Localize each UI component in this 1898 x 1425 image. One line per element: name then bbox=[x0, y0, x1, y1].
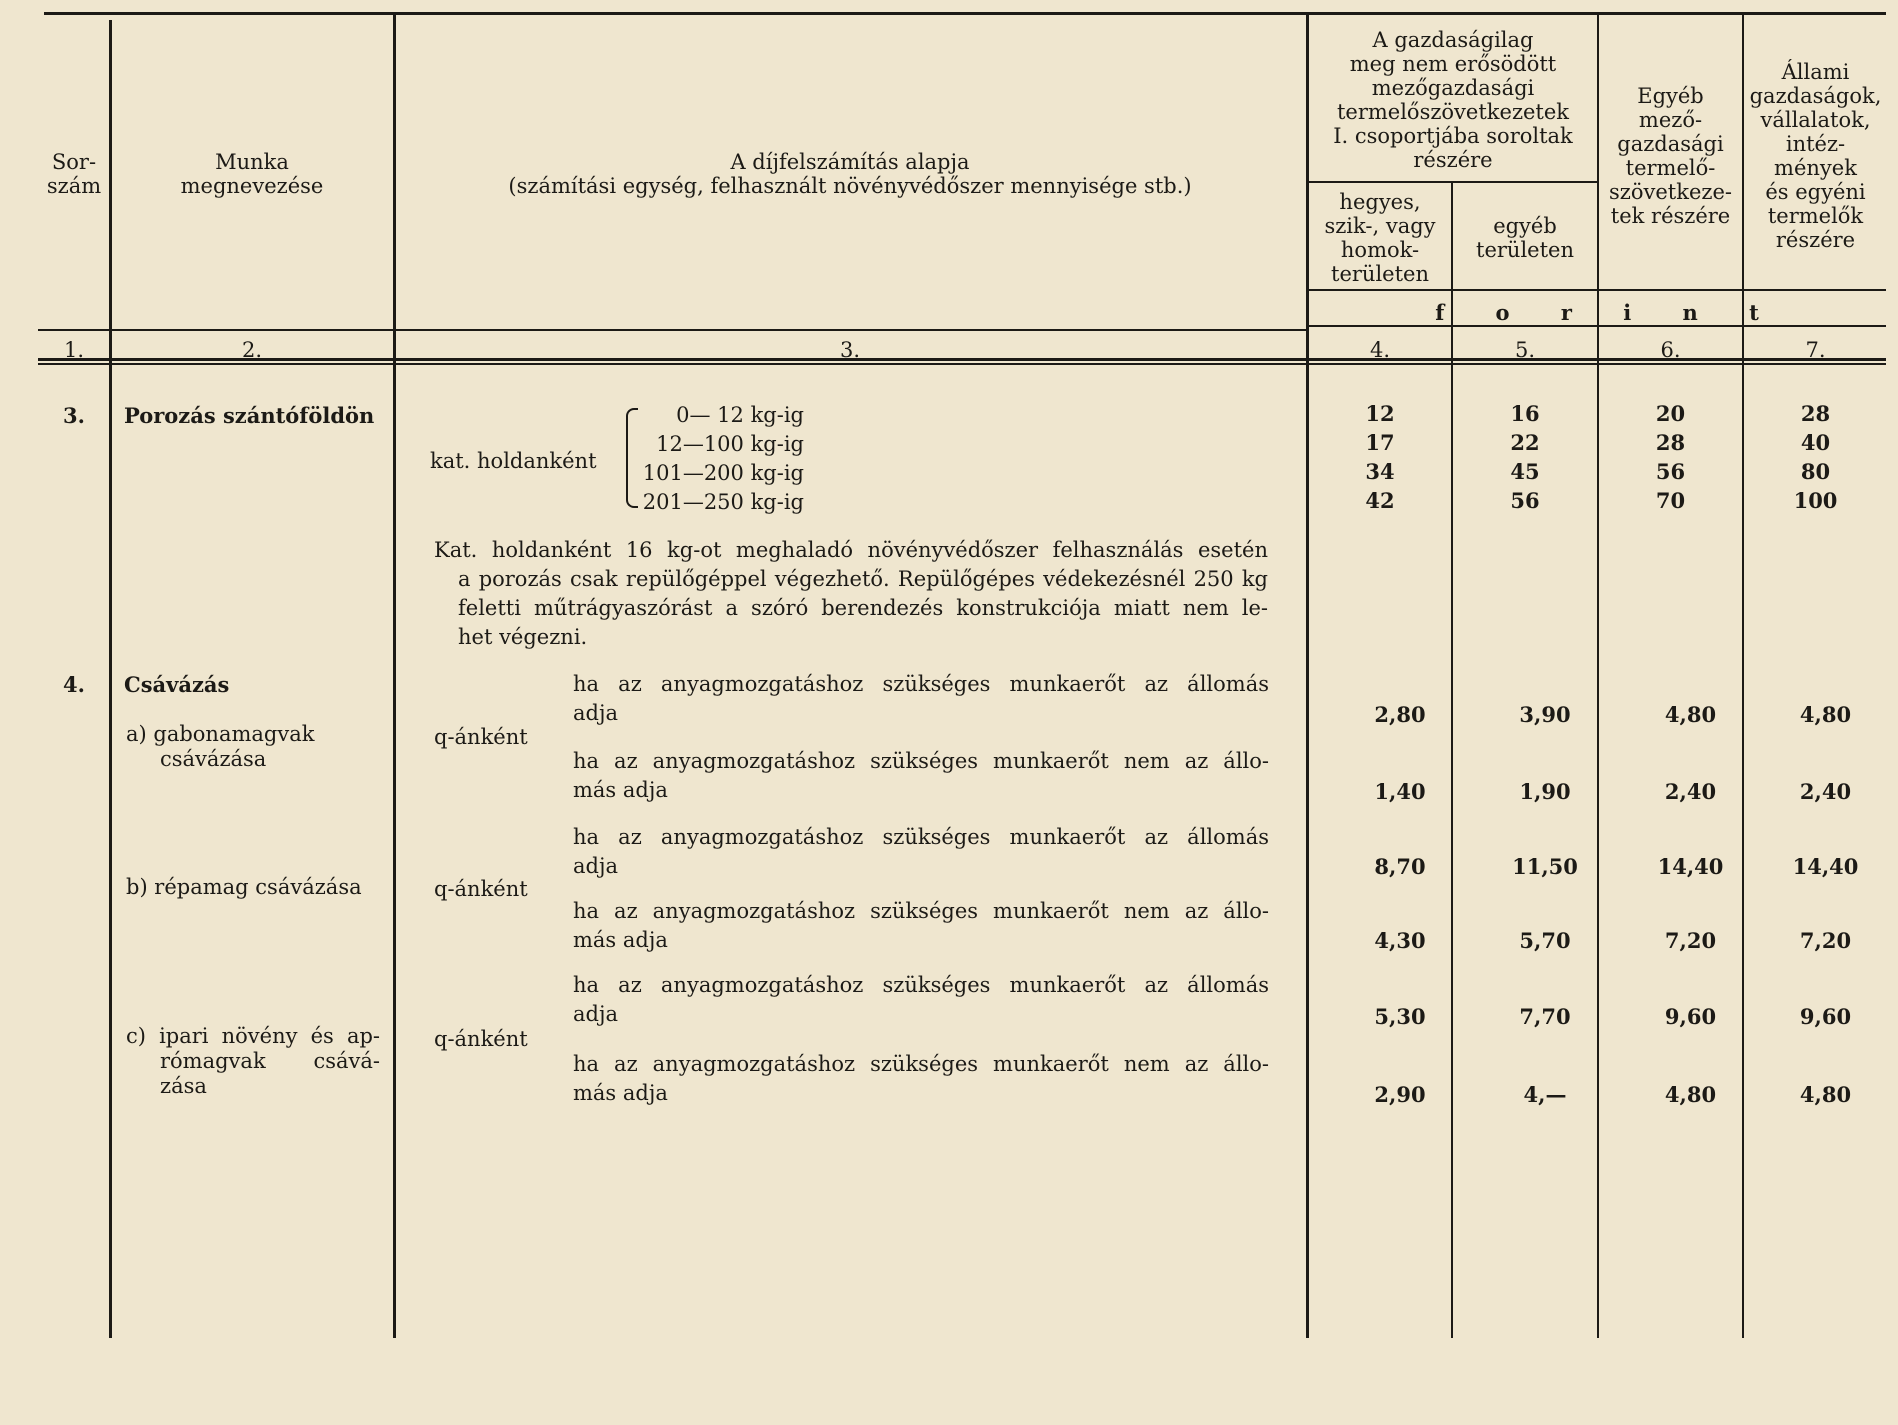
header-group-line: I. csoportjába soroltak bbox=[1333, 124, 1573, 148]
value-cell: 22 bbox=[1510, 430, 1540, 455]
item-label-line: rómagvak csává- bbox=[160, 1049, 380, 1073]
value-cell: 100 bbox=[1793, 488, 1838, 513]
value-cell: 9,60 bbox=[1799, 1004, 1852, 1029]
top-rule bbox=[44, 12, 1886, 15]
value-cell: 7,70 bbox=[1519, 1004, 1571, 1029]
bracket-brace bbox=[626, 408, 638, 508]
value-cell: 4,80 bbox=[1664, 702, 1717, 727]
header-col7-line: vállalatok, bbox=[1760, 108, 1871, 132]
note-line: het végezni. bbox=[458, 625, 588, 649]
value-cell: 4,— bbox=[1523, 1082, 1567, 1107]
value-cell: 2,40 bbox=[1664, 779, 1717, 804]
value-cell: 4,80 bbox=[1799, 702, 1852, 727]
note-line: Kat. holdanként 16 kg-ot meghaladó növényvédőszer felhasználás esetén bbox=[434, 538, 1268, 562]
header-col5 bbox=[1454, 214, 1596, 262]
item-unit: q-ánként bbox=[434, 725, 528, 749]
item-label-line: b) répamag csávázása bbox=[126, 875, 362, 899]
condition-line: más adja bbox=[573, 928, 668, 952]
header-col1-line: Sor- bbox=[51, 150, 97, 174]
header-col4-line: szik-, vagy bbox=[1324, 214, 1436, 238]
condition-text bbox=[573, 1050, 1269, 1108]
condition-text bbox=[573, 897, 1269, 955]
subheader-rule bbox=[1308, 181, 1598, 183]
value-cell: 40 bbox=[1800, 430, 1831, 455]
value-cell: 1,90 bbox=[1519, 779, 1571, 804]
col-divider-2 bbox=[393, 15, 396, 1338]
header-col7-line: részére bbox=[1775, 228, 1856, 252]
header-col4 bbox=[1310, 190, 1450, 286]
value-cell: 17 bbox=[1365, 430, 1395, 455]
row-number: 4. bbox=[63, 672, 85, 697]
item-unit: q-ánként bbox=[434, 1027, 528, 1051]
header-col4-line: homok- bbox=[1340, 238, 1420, 262]
value-cell: 20 bbox=[1655, 401, 1686, 426]
col-divider-3 bbox=[1306, 15, 1309, 1338]
header-col45-group bbox=[1310, 28, 1596, 172]
condition-line: más adja bbox=[573, 1081, 668, 1105]
condition-line: ha az anyagmozgatáshoz szükséges munkaerőt az állomás bbox=[573, 825, 1269, 849]
row-title: Csávázás bbox=[124, 672, 230, 697]
note-line: feletti műtrágyaszórást a szóró berendezés konstrukciója miatt nem le- bbox=[458, 596, 1268, 620]
item-unit: q-ánként bbox=[434, 877, 528, 901]
value-cell: 14,40 bbox=[1792, 854, 1859, 879]
header-group-line: részére bbox=[1413, 148, 1493, 172]
value-cell: 4,30 bbox=[1374, 928, 1426, 953]
header-col1-line: szám bbox=[46, 174, 102, 198]
condition-line: ha az anyagmozgatáshoz szükséges munkaerőt nem az állo- bbox=[573, 749, 1269, 773]
header-col7-line: és egyéni bbox=[1765, 180, 1866, 204]
value-cell: 8,70 bbox=[1374, 854, 1426, 879]
header-group-line: mezőgazdasági bbox=[1371, 76, 1535, 100]
col-number-bottom-rule-2 bbox=[38, 363, 1886, 365]
header-col6-line: mező- bbox=[1638, 108, 1703, 132]
value-cell: 5,70 bbox=[1519, 928, 1571, 953]
header-col7-line: gazdaságok, bbox=[1749, 84, 1882, 108]
condition-text bbox=[573, 747, 1269, 805]
condition-line: ha az anyagmozgatáshoz szükséges munkaerőt az állomás bbox=[573, 973, 1269, 997]
item-label bbox=[126, 875, 386, 900]
header-col3-line: A díjfelszámítás alapja bbox=[730, 150, 970, 174]
col-divider-6 bbox=[1742, 15, 1744, 1338]
value-cell: 28 bbox=[1800, 401, 1831, 426]
col-divider-5 bbox=[1597, 15, 1599, 1338]
header-col7-line: termelők bbox=[1767, 204, 1864, 228]
header-col6-line: Egyéb bbox=[1637, 84, 1704, 108]
item-label bbox=[126, 722, 386, 772]
note-line: a porozás csak repülőgéppel végezhető. Repülőgépes védekezésnél 250 kg bbox=[458, 567, 1268, 591]
value-cell: 1,40 bbox=[1374, 779, 1426, 804]
condition-line: ha az anyagmozgatáshoz szükséges munkaerőt nem az állo- bbox=[573, 1052, 1269, 1076]
header-group-line: meg nem erősödött bbox=[1349, 52, 1557, 76]
header-group-line: termelőszövetkezetek bbox=[1336, 100, 1570, 124]
condition-line: más adja bbox=[573, 778, 668, 802]
value-cell: 4,80 bbox=[1664, 1082, 1717, 1107]
header-col4-line: területen bbox=[1331, 262, 1429, 286]
header-col7 bbox=[1745, 60, 1886, 252]
header-group-line: A gazdaságilag bbox=[1372, 28, 1534, 52]
col-number: 1. bbox=[63, 338, 85, 362]
header-col2-line: megnevezése bbox=[180, 174, 324, 198]
header-col6-line: tek részére bbox=[1610, 204, 1731, 228]
header-col3 bbox=[396, 150, 1304, 198]
value-cell: 80 bbox=[1800, 459, 1831, 484]
col-number: 7. bbox=[1805, 338, 1826, 362]
value-cell: 2,90 bbox=[1374, 1082, 1426, 1107]
value-cell: 45 bbox=[1510, 459, 1540, 484]
header-col1 bbox=[40, 150, 108, 198]
condition-line: adja bbox=[573, 701, 618, 725]
value-cell: 14,40 bbox=[1657, 854, 1724, 879]
header-col4-line: hegyes, bbox=[1339, 190, 1421, 214]
value-cell: 4,80 bbox=[1799, 1082, 1852, 1107]
value-cell: 7,20 bbox=[1664, 928, 1717, 953]
value-cell: 34 bbox=[1365, 459, 1395, 484]
col-number: 4. bbox=[1369, 338, 1391, 362]
header-col2-line: Munka bbox=[215, 150, 289, 174]
col-divider-4 bbox=[1451, 183, 1453, 1338]
value-cell: 28 bbox=[1655, 430, 1686, 455]
item-label-line: zása bbox=[160, 1074, 207, 1098]
value-cell: 42 bbox=[1365, 488, 1395, 513]
item-label-line: a) gabonamagvak bbox=[126, 722, 315, 746]
value-cell: 2,40 bbox=[1799, 779, 1852, 804]
bracket-range: 0— 12 kg-ig bbox=[676, 403, 804, 427]
condition-line: adja bbox=[573, 854, 618, 878]
value-cell: 2,80 bbox=[1374, 702, 1426, 727]
condition-line: ha az anyagmozgatáshoz szükséges munkaerőt az állomás bbox=[573, 672, 1269, 696]
condition-line: adja bbox=[573, 1002, 618, 1026]
header-col5-line: egyéb bbox=[1493, 214, 1557, 238]
header-col6 bbox=[1600, 84, 1741, 228]
item-label-line: c) ipari növény és ap- bbox=[126, 1024, 380, 1048]
header-col6-line: szövetkeze- bbox=[1609, 180, 1732, 204]
bracket-range: 12—100 kg-ig bbox=[656, 432, 804, 456]
col-number: 5. bbox=[1514, 338, 1536, 362]
unit-forint: f o r i n t bbox=[1435, 300, 1761, 325]
unit-label: kat. holdanként bbox=[430, 449, 597, 473]
value-cell: 56 bbox=[1510, 488, 1540, 513]
value-cell: 7,20 bbox=[1799, 928, 1852, 953]
col-number-top-rule bbox=[38, 329, 1308, 331]
header-col6-line: termelő- bbox=[1625, 156, 1716, 180]
condition-text bbox=[573, 670, 1269, 728]
value-cell: 70 bbox=[1655, 488, 1686, 513]
header-col7-line: Állami bbox=[1781, 60, 1850, 84]
condition-text bbox=[573, 971, 1269, 1029]
value-cell: 3,90 bbox=[1519, 702, 1571, 727]
condition-line: ha az anyagmozgatáshoz szükséges munkaerőt nem az állo- bbox=[573, 899, 1269, 923]
header-col5-line: területen bbox=[1476, 238, 1574, 262]
header-col3-line: (számítási egység, felhasznált növényvédőszer mennyisége stb.) bbox=[508, 174, 1192, 198]
value-cell: 16 bbox=[1510, 401, 1540, 426]
item-label bbox=[126, 1024, 380, 1099]
value-cell: 11,50 bbox=[1512, 854, 1578, 879]
col-number: 6. bbox=[1660, 338, 1681, 362]
row3-note bbox=[434, 536, 1268, 652]
value-cell: 5,30 bbox=[1374, 1004, 1426, 1029]
value-cell: 9,60 bbox=[1664, 1004, 1717, 1029]
value-cell: 12 bbox=[1365, 401, 1395, 426]
row-title: Porozás szántóföldön bbox=[124, 403, 375, 428]
bracket-range: 101—200 kg-ig bbox=[642, 461, 804, 485]
header-col7-line: mények bbox=[1774, 156, 1857, 180]
value-cell: 56 bbox=[1655, 459, 1686, 484]
header-col7-line: intéz- bbox=[1785, 132, 1846, 156]
header-col6-line: gazdasági bbox=[1617, 132, 1724, 156]
header-col2 bbox=[112, 150, 392, 198]
col-number: 3. bbox=[839, 338, 861, 362]
col-divider-1 bbox=[109, 20, 112, 1338]
condition-text bbox=[573, 823, 1269, 881]
item-label-line: csávázása bbox=[160, 747, 267, 771]
col-number: 2. bbox=[241, 338, 263, 362]
bracket-range: 201—250 kg-ig bbox=[642, 490, 804, 514]
row-number: 3. bbox=[63, 403, 85, 428]
